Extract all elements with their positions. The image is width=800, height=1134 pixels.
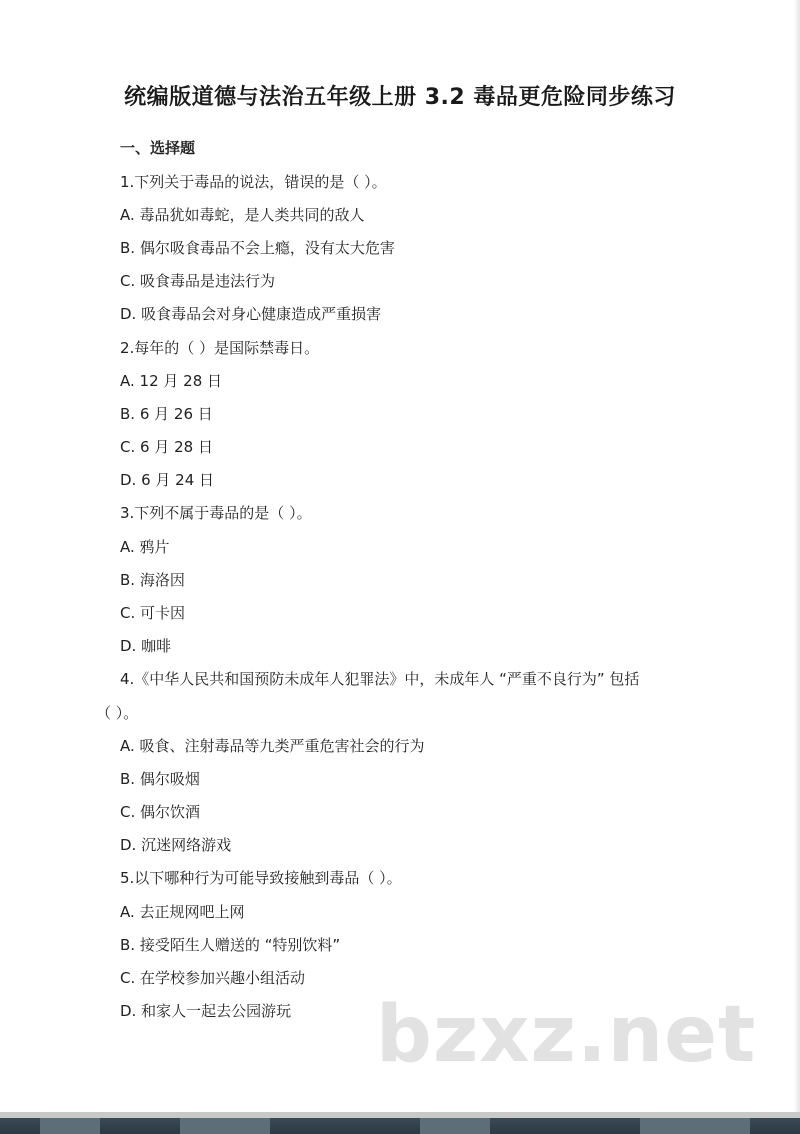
q5-option-a: A. 去正规网吧上网 — [120, 903, 245, 921]
page-edge-shadow — [794, 0, 800, 1112]
bottom-bar-segment — [640, 1118, 750, 1134]
q3-option-b: B. 海洛因 — [120, 571, 185, 589]
q4-option-a: A. 吸食、注射毒品等九类严重危害社会的行为 — [120, 737, 425, 755]
q2-option-a: A. 12 月 28 日 — [120, 372, 223, 390]
q1-option-d: D. 吸食毒品会对身心健康造成严重损害 — [120, 305, 382, 323]
q5-option-b: B. 接受陌生人赠送的 “特别饮料” — [120, 936, 341, 954]
bottom-bar — [0, 1112, 800, 1134]
question-5: 5.以下哪种行为可能导致接触到毒品（ ）。 — [120, 869, 402, 887]
q3-option-a: A. 鸦片 — [120, 538, 170, 556]
q2-option-d: D. 6 月 24 日 — [120, 471, 215, 489]
q4-option-c: C. 偶尔饮酒 — [120, 803, 201, 821]
section-heading: 一、选择题 — [120, 139, 196, 157]
question-2: 2.每年的（ ）是国际禁毒日。 — [120, 339, 320, 357]
q3-option-d: D. 咖啡 — [120, 637, 172, 655]
q3-option-c: C. 可卡因 — [120, 604, 186, 622]
q2-option-b: B. 6 月 26 日 — [120, 405, 213, 423]
q5-option-c: C. 在学校参加兴趣小组活动 — [120, 969, 306, 987]
q4-option-d: D. 沉迷网络游戏 — [120, 836, 232, 854]
bottom-bar-segment — [180, 1118, 270, 1134]
bottom-bar-segment — [420, 1118, 490, 1134]
question-4: 4.《中华人民共和国预防未成年人犯罪法》中，未成年人 “严重不良行为” 包括 — [120, 670, 640, 688]
question-4-continued: （ ）。 — [96, 704, 139, 722]
question-1: 1.下列关于毒品的说法，错误的是（ ）。 — [120, 173, 387, 191]
q1-option-c: C. 吸食毒品是违法行为 — [120, 272, 276, 290]
site-watermark: bzxz.net — [376, 990, 757, 1080]
bottom-bar-segment — [40, 1118, 100, 1134]
document-title: 统编版道德与法治五年级上册 3.2 毒品更危险同步练习 — [124, 85, 676, 110]
q5-option-d: D. 和家人一起去公园游玩 — [120, 1002, 292, 1020]
q1-option-b: B. 偶尔吸食毒品不会上瘾，没有太大危害 — [120, 239, 395, 257]
q1-option-a: A. 毒品犹如毒蛇，是人类共同的敌人 — [120, 206, 365, 224]
q2-option-c: C. 6 月 28 日 — [120, 438, 213, 456]
q4-option-b: B. 偶尔吸烟 — [120, 770, 200, 788]
question-3: 3.下列不属于毒品的是（ ）。 — [120, 504, 312, 522]
